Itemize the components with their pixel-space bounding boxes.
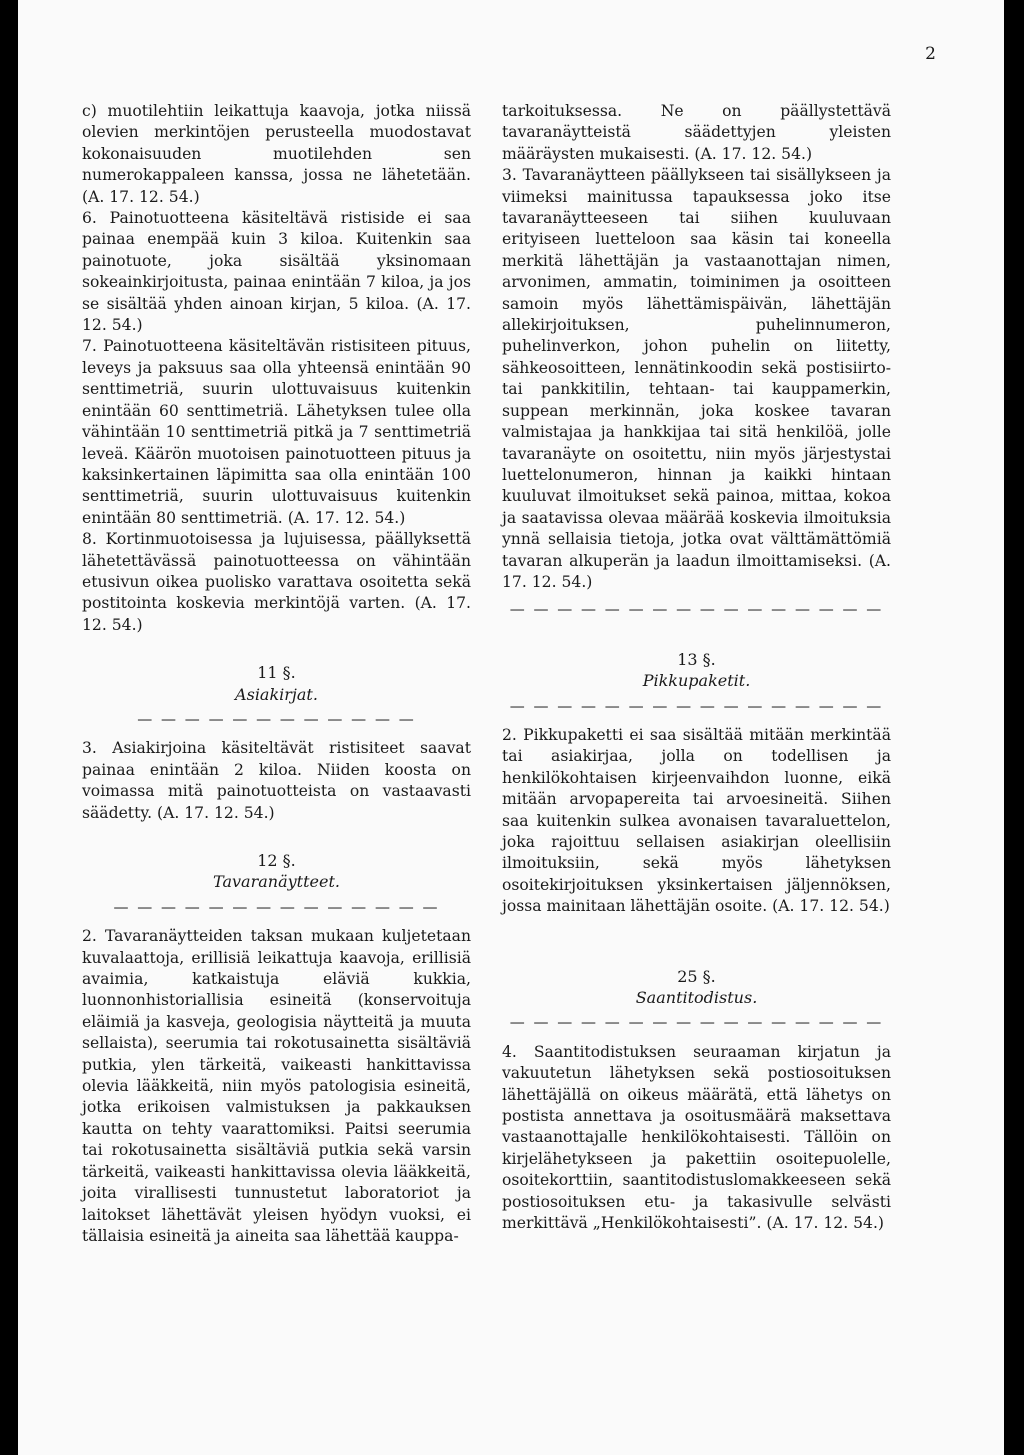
paragraph-25-4: 4. Saantitodistuksen seuraaman kirjatun ja vakuutetun lähetyksen sekä postiosoituksen lähettäjällä on oikeus määrätä, että lähetys on postista annettava ja osoitusmäärä maksettava vastaanottajalle henkilökohtaisesti. Tällöin on kirjelähetykseen ja pakettiin osoitepuolelle, osoitekorttiin, saantitodistuslomakkeeseen sekä postiosoituksen etu- ja takasivulle selvästi merkittävä „Henkilökohtaisesti”. (A. 17. 12. 54.) — [502, 1042, 891, 1233]
section-13-number: 13 §. — [677, 649, 716, 669]
paragraph-12-3: 3. Tavaranäytteen päällykseen tai sisällykseen ja viimeksi mainitussa tapauksessa joko itse tavaranäytteeseen tai siihen kuuluvaan erityiseen luetteloon saa käsin tai koneella merkitä lähettäjän ja vastaanottajan nimen, arvonimen, ammatin, toiminimen ja osoitteen samoin myös lähettämispäivän, lähettäjän allekirjoituksen, puhelinnumeron, puhelinverkon, johon puhelin on liitetty, sähkeosoitteen, lennätinkoodin sekä postisiirto- tai pankkitilin, tehtaan- tai kauppamerkin, suppean merkinnän, joka koskee tavaran valmistajaa ja hankkijaa tai sitä henkilöä, jolle tavaranäyte on osoitettu, niin myös järjestystai luettelonumeron, hinnan ja kaikki hintaan kuuluvat ilmoitukset sekä painoa, mittaa, kokoa ja saatavissa olevaa määrää koskevia ilmoituksia ynnä sellaisia tietoja, jotka ovat välttämättömiä tavaran alkuperän ja laadun ilmoittamiseksi. (A. 17. 12. 54.) — [502, 166, 891, 591]
section-25-title: Saantitodistus. — [635, 988, 758, 1008]
left-column — [82, 101, 471, 1247]
section-11-title: Asiakirjat. — [235, 684, 318, 704]
paragraph-7: 7. Painotuotteena käsiteltävän ristisiteen pituus, leveys ja paksuus saa olla yhteensä enintään 90 senttimetriä, suurin ulottuvaisuus kuitenkin enintään 60 senttimetriä. Lähetyksen tulee olla vähintään 10 senttimetriä pitkä ja 7 senttimetriä leveä. Käärön muotoisen painotuotteen pituus ja kaksinkertainen läpimitta saa olla enintään 100 senttimetriä, suurin ulottuvaisuus kuitenkin enintään 80 senttimetriä. (A. 17. 12. 54.) — [82, 337, 471, 527]
section-12-title: Tavaranäytteet. — [213, 872, 340, 892]
omission-dashes: — — — — — — — — — — — — — — — [113, 897, 440, 916]
paragraph-13-2: 2. Pikkupaketti ei saa sisältää mitään merkintää tai asiakirjaa, jolla on todellisen ja henkilökohtaisen kirjeenvaihdon luonne, eikä mitään arvopapereita tai arvoesineitä. Siihen saa kuitenkin sulkea avonaisen tavaraluettelon, joka rajoittuu sellaisen asiakirjan oleellisiin ilmoituksiin, sekä myös lähetyksen osoitekirjoituksen yksinkertaisen jäljennöksen, jossa mainitaan lähettäjän osoite. (A. 17. 12. 54.) — [502, 725, 891, 916]
paragraph-11-3: 3. Asiakirjoina käsiteltävät ristisiteet saavat painaa enintään 2 kiloa. Niiden koosta on voimassa mitä painotuotteista on vastaavasti säädetty. (A. 17. 12. 54.) — [82, 739, 471, 822]
section-13-title: Pikkupaketit. — [642, 671, 751, 691]
document-page — [18, 0, 1004, 1455]
section-11-number: 11 §. — [257, 663, 296, 683]
paragraph-6: 6. Painotuotteena käsiteltävä ristiside ei saa painaa enempää kuin 3 kiloa. Kuitenkin saa painotuote, joka sisältää yksinomaan sokeainkirjoitusta, painaa enintään 7 kiloa, ja jos se sisältää yhden ainoan kirjan, 5 kiloa. (A. 17. 12. 54.) — [82, 209, 471, 335]
section-25-number: 25 §. — [677, 966, 716, 986]
right-column — [502, 101, 891, 1235]
paragraph-12-2-cont: tarkoituksessa. Ne on päällystettävä tavaranäytteistä säädettyjen yleisten määräysten mukaisesti. (A. 17. 12. 54.) — [502, 102, 891, 163]
omission-dashes: — — — — — — — — — — — — — — — — — [509, 696, 884, 715]
omission-dashes: — — — — — — — — — — — — — — — — — [509, 600, 884, 619]
omission-dashes: — — — — — — — — — — — — — — — — — [509, 1013, 884, 1032]
page-number: 2 — [925, 44, 936, 64]
paragraph-c-muotilehtiin: c) muotilehtiin leikattuja kaavoja, jotka niissä olevien merkintöjen perusteella muodostavat kokonaisuuden muotilehden sen numerokappaleen kanssa, jossa ne lähetetään. (A. 17. 12. 54.) — [82, 102, 471, 206]
paragraph-12-2: 2. Tavaranäytteiden taksan mukaan kuljetetaan kuvalaattoja, erillisiä leikattuja kaavoja, erillisiä avaimia, katkaistuja eläviä kukkia, luonnonhistoriallisia esineitä (konservoituja eläimiä ja kasveja, geologisia näytteitä ja muuta sellaista), seerumia tai rokotusainetta sisältäviä putkia, ylen tärkeitä, vaikeasti hankittavissa olevia lääkkeitä, niin myös patologisia esineitä, jotka erikoisen valmistuksen ja pakkauksen kautta on tehty vaarattomiksi. Paitsi seerumia tai rokotusainetta sisältäviä putkia sekä varsin tärkeitä, vaikeasti hankittavissa olevia lääkkeitä, joita virallisesti tunnustetut laboratoriot ja laitokset lähettävät yleisen hyödyn vuoksi, ei tällaisia esineitä ja aineita saa lähettää kauppa- — [82, 927, 471, 1245]
omission-dashes: — — — — — — — — — — — — — [137, 709, 416, 728]
section-12-number: 12 §. — [257, 851, 296, 870]
paragraph-8: 8. Kortinmuotoisessa ja lujuisessa, päällyksettä lähetettävässä painotuotteessa on vähintään etusivun oikea puolisko varattava osoitetta sekä postitointa koskevia merkintöjä varten. (A. 17. 12. 54.) — [82, 530, 471, 634]
